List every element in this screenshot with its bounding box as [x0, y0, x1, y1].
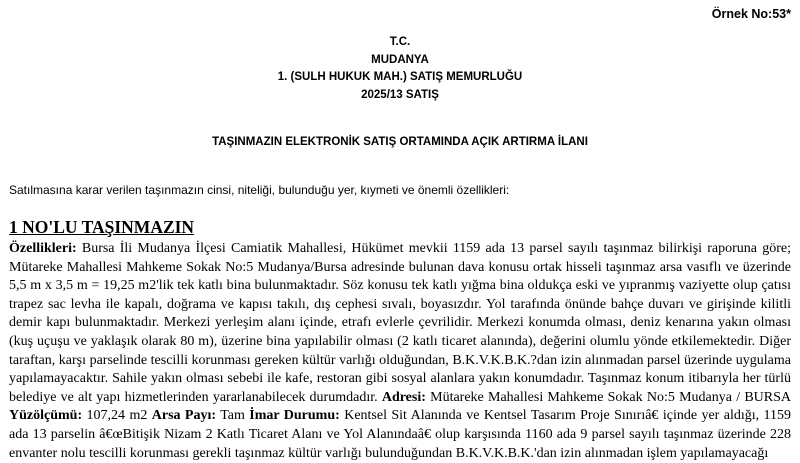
- header-line-3: 1. (SULH HUKUK MAH.) SATIŞ MEMURLUĞU: [277, 71, 523, 83]
- land-share-text: Tam: [216, 408, 250, 424]
- section-title: 1 NO'LU TAŞINMAZIN: [9, 217, 195, 237]
- zoning-text: Kentsel Sit Alanında ve Kentsel Tasarım Proje Sınırıâ€ içinde yer aldığı, 1159 ada 13 parselin â€œBitişik Nizam 2 Katlı Ticaret Alanı ve Yol Alanındaâ€ olup karşısında 1160 ada 9 parsel sayılı taşınmaz üzerinde 228 envanter nolu tescilli korunması gerekli taşınmaz kültür varlığı bulunduğundan B.K.V.K.B.K.'dan izin alınmadan işlem yapılamayacağı: [9, 408, 792, 461]
- header-line-1: T.C.: [389, 36, 411, 48]
- zoning-label: İmar Durumu:: [249, 408, 340, 424]
- address-text: Mütareke Mahallesi Mahkeme Sokak No:5 Mudanya / BURSA: [425, 389, 791, 405]
- document-header: [0, 34, 800, 104]
- header-line-2: MUDANYA: [371, 53, 429, 66]
- section-body: [9, 240, 791, 463]
- header-line-4: 2025/13 SATIŞ: [361, 88, 439, 101]
- features-text: Bursa İli Mudanya İlçesi Camiatik Mahallesi, Hükümet mevkii 1159 ada 13 parsel sayılı taşınmaz bilirkişi raporuna göre; Mütareke Mahallesi Mahkeme Sokak No:5 Mudanya/Bursa adresinde bulunan dava konusu ortak hisseli taşınmaz arsa vasıflı ve üzerinde 5,5 m x 3,5 m = 19,25 m2'lik tek katlı bina bulunmaktadır. Söz konusu tek katlı yığma bina oldukça eski ve yıpranmış vaziyette olup çatısı trapez sac levha ile kapalı, doğrama ve kapısı takılı, dış cephesi sıvalı, boyasızdır. Yol tarafında önünde bahçe duvarı ve girişinde kilitli demir kapı bulunmaktadır. Merkezi yerleşim alanı içinde, etrafı evlerle çevrilidir. Merkezi konumda olması, deniz kenarına yakın olması (kuş uçuşu ve yaklaşık olarak 80 m), üzerine bina yapılabilir olması (2 katlı ticaret alanında), değerini olumlu yönde etkilemektedir. Diğer taraftan, karşı parselinde tescilli korunması gereken kültür varlığı olduğundan, B.K.V.K.B.K.?dan izin alınmadan parsel üzerinde uygulama yapılamayacaktır. Sahile yakın olması sebebi ile kafe, restoran gibi sosyal alanlara yakın konumdadır. Taşınmaz konum itibarıyla her türlü belediye ve alt yapı hizmetlerinden yararlanabilecek durumdadır.: [9, 241, 791, 405]
- area-label: Yüzölçümü:: [9, 408, 83, 424]
- intro-text: Satılmasına karar verilen taşınmazın cinsi, niteliği, bulunduğu yer, kıymeti ve önemli özellikleri:: [9, 183, 510, 197]
- announcement-title: TAŞINMAZIN ELEKTRONİK SATIŞ ORTAMINDA AÇIK ARTIRMA İLANI: [212, 136, 588, 148]
- example-number: Örnek No:53*: [711, 7, 791, 21]
- address-label: Adresi:: [381, 389, 426, 405]
- features-label: Özellikleri:: [9, 241, 77, 256]
- land-share-label: Arsa Payı:: [151, 408, 217, 424]
- area-text: 107,24 m2: [82, 408, 152, 424]
